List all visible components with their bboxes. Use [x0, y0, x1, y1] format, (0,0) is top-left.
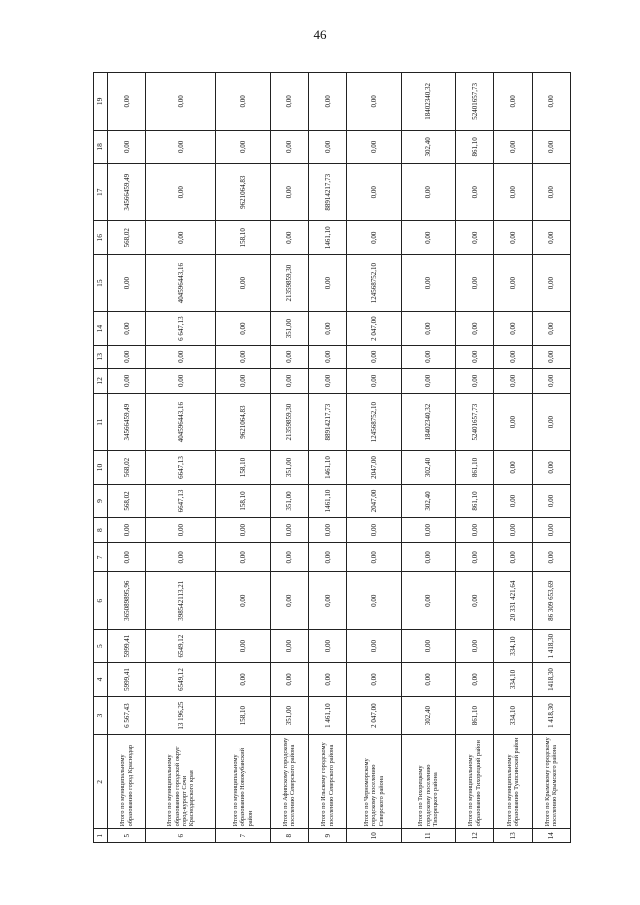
- value-cell: 302,40: [401, 130, 455, 163]
- row-number-cell: 11: [401, 829, 455, 843]
- value-cell: 18402340,32: [401, 393, 455, 450]
- value-cell: 0,00: [455, 629, 493, 662]
- value-cell: 0,00: [455, 345, 493, 368]
- value-cell: 0,00: [146, 130, 216, 163]
- value-cell: 2 047,00: [347, 696, 401, 735]
- value-cell: 0,00: [532, 518, 570, 543]
- value-cell: 52401657,73: [455, 73, 493, 131]
- value-cell: 0,00: [494, 451, 532, 484]
- value-cell: 0,00: [455, 368, 493, 393]
- value-cell: 0,00: [455, 572, 493, 629]
- value-cell: 0,00: [347, 543, 401, 572]
- value-cell: 0,00: [401, 572, 455, 629]
- value-cell: 2047,00: [347, 451, 401, 484]
- value-cell: 568,02: [108, 484, 146, 517]
- value-cell: 0,00: [309, 130, 347, 163]
- value-cell: 0,00: [216, 368, 270, 393]
- value-cell: 0,00: [494, 254, 532, 311]
- value-cell: 1 418,30: [532, 696, 570, 735]
- value-cell: 0,00: [532, 164, 570, 221]
- value-cell: 0,00: [401, 254, 455, 311]
- value-cell: 20 331 421,64: [494, 572, 532, 629]
- table-row: [146, 73, 216, 843]
- value-cell: 0,00: [347, 221, 401, 254]
- municipality-name-cell: Итого по муниципальному образованию Тихорецкий район: [455, 735, 493, 829]
- column-header: 12: [94, 368, 108, 393]
- value-cell: 0,00: [146, 73, 216, 131]
- municipality-name-cell: Итого по Тихорецкому городскому поселению Тихорецкого района: [401, 735, 455, 829]
- value-cell: 0,00: [309, 543, 347, 572]
- value-cell: 302,40: [401, 696, 455, 735]
- value-cell: 0,00: [532, 393, 570, 450]
- value-cell: 0,00: [270, 130, 308, 163]
- value-cell: 0,00: [146, 368, 216, 393]
- value-cell: 0,00: [532, 451, 570, 484]
- value-cell: 0,00: [216, 629, 270, 662]
- value-cell: 124568752,10: [347, 393, 401, 450]
- value-cell: 52401657,73: [455, 393, 493, 450]
- value-cell: 5999,41: [108, 629, 146, 662]
- value-cell: 2 047,00: [347, 312, 401, 345]
- value-cell: 0,00: [532, 130, 570, 163]
- value-cell: 351,00: [270, 484, 308, 517]
- value-cell: 158,10: [216, 221, 270, 254]
- value-cell: 0,00: [401, 543, 455, 572]
- value-cell: 0,00: [347, 345, 401, 368]
- value-cell: 0,00: [532, 484, 570, 517]
- value-cell: 21359859,30: [270, 254, 308, 311]
- value-cell: 0,00: [532, 221, 570, 254]
- row-number-cell: 10: [347, 829, 401, 843]
- value-cell: 861,10: [455, 130, 493, 163]
- value-cell: 861,10: [455, 696, 493, 735]
- value-cell: 158,10: [216, 451, 270, 484]
- value-cell: 0,00: [108, 73, 146, 131]
- value-cell: 0,00: [216, 73, 270, 131]
- value-cell: 0,00: [455, 254, 493, 311]
- row-number-cell: 14: [532, 829, 570, 843]
- value-cell: 0,00: [532, 368, 570, 393]
- value-cell: 0,00: [146, 164, 216, 221]
- value-cell: 861,10: [455, 484, 493, 517]
- value-cell: 0,00: [108, 254, 146, 311]
- municipality-name-cell: Итого по муниципальному образованию Туапсинский район: [494, 735, 532, 829]
- value-cell: 1461,10: [309, 484, 347, 517]
- column-header: 1: [94, 829, 108, 843]
- value-cell: 1461,10: [309, 221, 347, 254]
- value-cell: 1461,10: [309, 451, 347, 484]
- value-cell: 88914217,73: [309, 393, 347, 450]
- column-header: 18: [94, 130, 108, 163]
- value-cell: 34566459,49: [108, 164, 146, 221]
- value-cell: 0,00: [270, 629, 308, 662]
- value-cell: 0,00: [532, 254, 570, 311]
- value-cell: 404596443,16: [146, 254, 216, 311]
- value-cell: 0,00: [108, 345, 146, 368]
- value-cell: 0,00: [216, 518, 270, 543]
- value-cell: 13 196,25: [146, 696, 216, 735]
- column-header: 14: [94, 312, 108, 345]
- value-cell: 1418,30: [532, 663, 570, 696]
- column-header: 10: [94, 451, 108, 484]
- value-cell: 861,10: [455, 451, 493, 484]
- value-cell: 2047,00: [347, 484, 401, 517]
- value-cell: 0,00: [216, 543, 270, 572]
- value-cell: 0,00: [146, 518, 216, 543]
- value-cell: 0,00: [270, 518, 308, 543]
- value-cell: 334,10: [494, 629, 532, 662]
- row-number-cell: 12: [455, 829, 493, 843]
- municipality-name-cell: Итого по муниципальному образованию Новокубанский район: [216, 735, 270, 829]
- page-number: 46: [313, 27, 327, 42]
- value-cell: 0,00: [347, 518, 401, 543]
- value-cell: 0,00: [532, 73, 570, 131]
- value-cell: 0,00: [401, 629, 455, 662]
- table-row: [532, 73, 570, 843]
- value-cell: 0,00: [494, 345, 532, 368]
- value-cell: 0,00: [455, 543, 493, 572]
- value-cell: 0,00: [270, 572, 308, 629]
- value-cell: 5999,41: [108, 663, 146, 696]
- value-cell: 0,00: [401, 312, 455, 345]
- municipality-name-cell: Итого по Черноморскому городскому поселению Северского района: [347, 735, 401, 829]
- value-cell: 0,00: [347, 164, 401, 221]
- municipality-name-cell: Итого по Крымскому городскому поселению Крымского района: [532, 735, 570, 829]
- municipality-name-cell: Итого по Ильскому городскому поселению Северского района: [309, 735, 347, 829]
- column-header: 11: [94, 393, 108, 450]
- value-cell: 568,02: [108, 221, 146, 254]
- value-cell: 6647,13: [146, 484, 216, 517]
- table-row: [108, 73, 146, 843]
- value-cell: 0,00: [401, 221, 455, 254]
- value-cell: 6549,12: [146, 663, 216, 696]
- column-header: 7: [94, 543, 108, 572]
- value-cell: 1 461,10: [309, 696, 347, 735]
- value-cell: 398542113,21: [146, 572, 216, 629]
- value-cell: 365089895,96: [108, 572, 146, 629]
- value-cell: 0,00: [532, 543, 570, 572]
- value-cell: 21359859,30: [270, 393, 308, 450]
- row-number-cell: 13: [494, 829, 532, 843]
- value-cell: 9621064,83: [216, 393, 270, 450]
- value-cell: 158,10: [216, 696, 270, 735]
- table-row: [401, 73, 455, 843]
- column-header: 16: [94, 221, 108, 254]
- value-cell: 124568752,10: [347, 254, 401, 311]
- value-cell: 0,00: [494, 543, 532, 572]
- table-row: [309, 73, 347, 843]
- column-header: 13: [94, 345, 108, 368]
- value-cell: 0,00: [216, 663, 270, 696]
- row-number-cell: 5: [108, 829, 146, 843]
- value-cell: 6 647,13: [146, 312, 216, 345]
- column-header: 4: [94, 663, 108, 696]
- value-cell: 0,00: [216, 345, 270, 368]
- value-cell: 334,10: [494, 696, 532, 735]
- value-cell: 0,00: [494, 130, 532, 163]
- value-cell: 351,00: [270, 696, 308, 735]
- value-cell: 351,00: [270, 312, 308, 345]
- table-row: [270, 73, 308, 843]
- rotated-table-wrapper: [93, 72, 571, 843]
- value-cell: 0,00: [494, 518, 532, 543]
- value-cell: 18402340,32: [401, 73, 455, 131]
- value-cell: 351,00: [270, 451, 308, 484]
- value-cell: 0,00: [401, 663, 455, 696]
- value-cell: 6 567,43: [108, 696, 146, 735]
- table-sheet: [93, 72, 571, 843]
- municipality-name-cell: Итого по муниципальному образованию городской округ город-курорт Сочи Краснодарского края: [146, 735, 216, 829]
- row-number-cell: 9: [309, 829, 347, 843]
- row-number-cell: 7: [216, 829, 270, 843]
- value-cell: 302,40: [401, 451, 455, 484]
- table-row: [347, 73, 401, 843]
- value-cell: 0,00: [494, 393, 532, 450]
- value-cell: 0,00: [270, 368, 308, 393]
- value-cell: 0,00: [108, 368, 146, 393]
- value-cell: 0,00: [455, 221, 493, 254]
- value-cell: 0,00: [216, 130, 270, 163]
- value-cell: 0,00: [270, 73, 308, 131]
- value-cell: 0,00: [347, 368, 401, 393]
- value-cell: 0,00: [494, 164, 532, 221]
- header-row: [94, 73, 108, 843]
- value-cell: 0,00: [309, 254, 347, 311]
- value-cell: 404596443,16: [146, 393, 216, 450]
- value-cell: 302,40: [401, 484, 455, 517]
- value-cell: 0,00: [216, 572, 270, 629]
- value-cell: 0,00: [108, 312, 146, 345]
- table-row: [455, 73, 493, 843]
- municipality-name-cell: Итого по муниципальному образованию город Краснодар: [108, 735, 146, 829]
- value-cell: 158,10: [216, 484, 270, 517]
- row-number-cell: 8: [270, 829, 308, 843]
- value-cell: 0,00: [532, 345, 570, 368]
- value-cell: 86 309 653,69: [532, 572, 570, 629]
- value-cell: 0,00: [455, 312, 493, 345]
- column-header: 3: [94, 696, 108, 735]
- municipality-name-cell: Итого по Афипскому городскому поселению Северского района: [270, 735, 308, 829]
- value-cell: 6549,12: [146, 629, 216, 662]
- value-cell: 0,00: [270, 164, 308, 221]
- row-number-cell: 6: [146, 829, 216, 843]
- column-header: 19: [94, 73, 108, 131]
- value-cell: 0,00: [146, 345, 216, 368]
- data-table: [93, 72, 571, 843]
- value-cell: 0,00: [532, 312, 570, 345]
- value-cell: 0,00: [309, 312, 347, 345]
- value-cell: 0,00: [146, 221, 216, 254]
- value-cell: 0,00: [347, 130, 401, 163]
- value-cell: 0,00: [401, 368, 455, 393]
- value-cell: 0,00: [401, 345, 455, 368]
- value-cell: 0,00: [216, 254, 270, 311]
- table-row: [216, 73, 270, 843]
- value-cell: 0,00: [309, 518, 347, 543]
- value-cell: 0,00: [347, 73, 401, 131]
- column-header: 17: [94, 164, 108, 221]
- column-header: 6: [94, 572, 108, 629]
- column-header: 2: [94, 735, 108, 829]
- value-cell: 34566459,49: [108, 393, 146, 450]
- value-cell: 568,02: [108, 451, 146, 484]
- value-cell: 0,00: [309, 368, 347, 393]
- value-cell: 0,00: [108, 130, 146, 163]
- value-cell: 0,00: [216, 312, 270, 345]
- value-cell: 6647,13: [146, 451, 216, 484]
- value-cell: 0,00: [309, 345, 347, 368]
- value-cell: 0,00: [108, 543, 146, 572]
- value-cell: 0,00: [494, 368, 532, 393]
- value-cell: 0,00: [270, 345, 308, 368]
- column-header: 8: [94, 518, 108, 543]
- value-cell: 0,00: [270, 663, 308, 696]
- value-cell: 0,00: [347, 629, 401, 662]
- value-cell: 0,00: [455, 164, 493, 221]
- value-cell: 0,00: [494, 312, 532, 345]
- value-cell: 0,00: [494, 221, 532, 254]
- value-cell: 0,00: [401, 164, 455, 221]
- value-cell: 0,00: [347, 572, 401, 629]
- value-cell: 0,00: [146, 543, 216, 572]
- value-cell: 0,00: [309, 629, 347, 662]
- value-cell: 0,00: [270, 543, 308, 572]
- value-cell: 0,00: [270, 221, 308, 254]
- value-cell: 0,00: [108, 518, 146, 543]
- value-cell: 0,00: [455, 663, 493, 696]
- value-cell: 9621064,83: [216, 164, 270, 221]
- value-cell: 334,10: [494, 663, 532, 696]
- table-body: [108, 73, 571, 843]
- value-cell: 88914217,73: [309, 164, 347, 221]
- value-cell: 0,00: [309, 73, 347, 131]
- column-header: 5: [94, 629, 108, 662]
- table-row: [494, 73, 532, 843]
- value-cell: 0,00: [309, 663, 347, 696]
- value-cell: 0,00: [494, 73, 532, 131]
- value-cell: 0,00: [347, 663, 401, 696]
- value-cell: 0,00: [455, 518, 493, 543]
- value-cell: 1 418,30: [532, 629, 570, 662]
- value-cell: 0,00: [401, 518, 455, 543]
- value-cell: 0,00: [494, 484, 532, 517]
- column-header: 15: [94, 254, 108, 311]
- column-header: 9: [94, 484, 108, 517]
- value-cell: 0,00: [309, 572, 347, 629]
